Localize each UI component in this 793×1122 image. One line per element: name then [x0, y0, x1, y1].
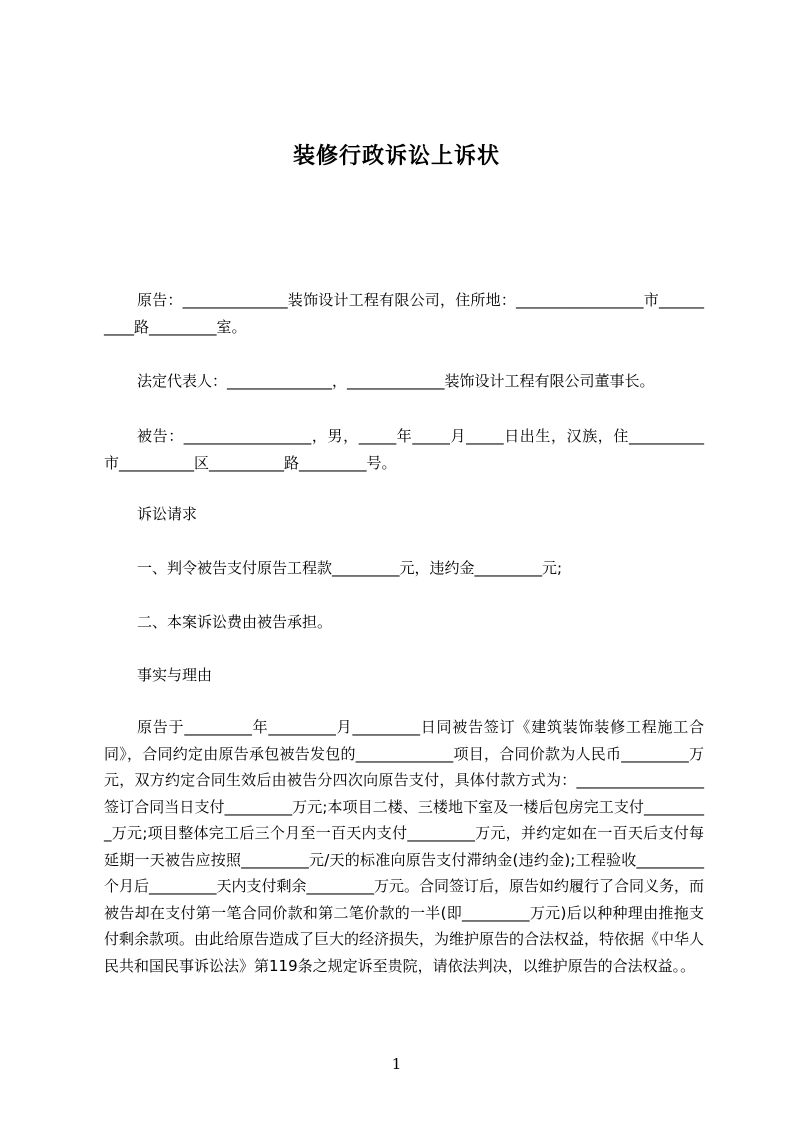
plaintiff-paragraph: 原告：______________装饰设计工程有限公司，住所地：_________________市__________路_________室。: [104, 291, 704, 336]
document-title: 装修行政诉讼上诉状: [292, 144, 500, 169]
facts-heading: 事实与理由: [137, 666, 213, 684]
facts-paragraph: 原告于_________年_________月_________日同被告签订《建筑装饰装修工程施工合同》，合同约定由原告承包被告发包的_____________项目，合同价款为人民币_________万元，双方约定合同生效后由被告分四次向原告支付，具体付款方式为：_________________签订合同当日支付_________万元;本项目二楼、三楼地下室及一楼后包房完工支付_________万元;项目整体完工后三个月至一百天内支付_________万元，并约定如在一百天后支付每延期一天被告应按照_________元/天的标准向原告支付滞纳金(违约金);工程验收_________个月后_________天内支付剩余_________万元。合同签订后，原告如约履行了合同义务，而被告却在支付第一笔合同价款和第二笔价款的一半(即_________万元)后以种种理由推拖支付剩余款项。由此给原告造成了巨大的经济损失，为维护原告的合法权益，特依据《中华人民共和国民事诉讼法》第119条之规定诉至贵院，请依法判决，以维护原告的合法权益。。: [104, 718, 705, 975]
legal-representative-paragraph: 法定代表人：______________，_____________装饰设计工程有限公司董事长。: [137, 372, 655, 390]
page-number: 1: [391, 1055, 402, 1073]
claim-item-1: 一、判令被告支付原告工程款_________元，违约金_________元;: [137, 559, 563, 577]
claim-item-2: 二、本案诉讼费由被告承担。: [137, 613, 333, 631]
claims-heading: 诉讼请求: [137, 505, 198, 523]
defendant-paragraph: 被告：_________________，男，_____年_____月_____日出生，汉族，住__________市__________区__________路_________号。: [104, 427, 704, 472]
